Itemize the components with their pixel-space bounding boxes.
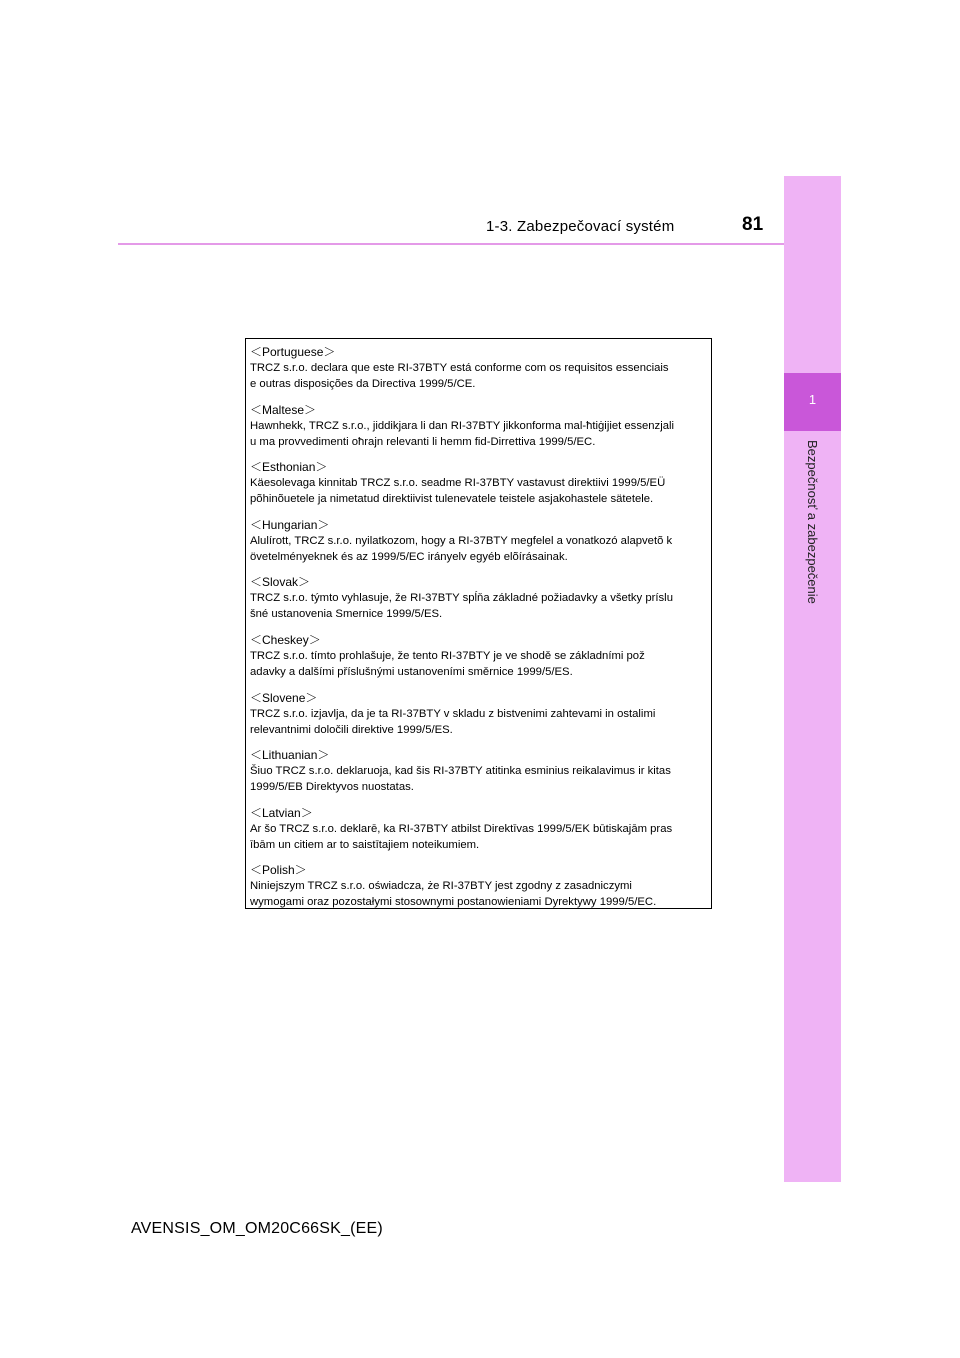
- declaration-line: šné ustanovenia Smernice 1999/5/ES.: [250, 608, 443, 621]
- section-title: 1-3. Zabezpečovací systém: [486, 218, 675, 235]
- declaration-block: [250, 344, 711, 402]
- declaration-box: [245, 338, 712, 909]
- declaration-line: Käesolevaga kinnitab TRCZ s.r.o. seadme RI-37BTY vastavust direktiivi 1999/5/EÜ: [250, 477, 666, 490]
- language-heading: ＜Slovak＞: [250, 575, 311, 590]
- declaration-line: ībām un citiem ar to saistītajiem noteikumiem.: [250, 838, 480, 851]
- declaration-block: [250, 805, 711, 863]
- declaration-line: övetelményeknek és az 1999/5/EC irányelv egyéb elõírásainak.: [250, 550, 568, 563]
- declaration-block: [250, 690, 711, 748]
- language-heading: ＜Portuguese＞: [250, 345, 336, 359]
- page-number: 81: [742, 214, 764, 235]
- declaration-line: Alulírott, TRCZ s.r.o. nyilatkozom, hogy a RI-37BTY megfelel a vonatkozó alapvetõ k: [250, 534, 673, 547]
- chapter-label: Bezpečnosť a zabezpečenie: [805, 440, 820, 604]
- declaration-line: Šiuo TRCZ s.r.o. deklaruoja, kad šis RI-37BTY atitinka esminius reikalavimus ir kitas: [250, 765, 671, 778]
- declaration-block: [250, 862, 711, 909]
- language-heading: ＜Cheskey＞: [250, 632, 321, 647]
- language-heading: ＜Lithuanian＞: [250, 748, 330, 763]
- declaration-line: Ar šo TRCZ s.r.o. deklarē, ka RI-37BTY atbilst Direktīvas 1999/5/EK būtiskajām pras: [250, 822, 673, 835]
- declaration-line: Hawnhekk, TRCZ s.r.o., jiddikjara li dan RI-37BTY jikkonforma mal-ħtiġijiet essenzjali: [250, 419, 675, 432]
- declaration-block: [250, 517, 711, 575]
- language-heading: ＜Hungarian＞: [250, 517, 330, 532]
- declaration-line: 1999/5/EB Direktyvos nuostatas.: [250, 781, 414, 794]
- declaration-line: wymogami oraz pozostałymi stosownymi postanowieniami Dyrektywy 1999/5/EC.: [250, 896, 657, 909]
- declaration-line: Niniejszym TRCZ s.r.o. oświadcza, że RI-37BTY jest zgodny z zasadniczymi: [250, 880, 632, 893]
- document-code: AVENSIS_OM_OM20C66SK_(EE): [131, 1220, 383, 1237]
- declaration-block: [250, 459, 711, 517]
- declaration-line: põhinõuetele ja nimetatud direktiivist tulenevatele teistele asjakohastele sätetele.: [250, 493, 654, 506]
- declaration-line: relevantnimi določili direktive 1999/5/ES.: [250, 723, 453, 736]
- language-heading: ＜Esthonian＞: [250, 460, 328, 475]
- declaration-line: adavky a dalšími příslušnými ustanoveními směrnice 1999/5/ES.: [250, 665, 573, 678]
- chapter-side-tab: [784, 176, 841, 1182]
- language-heading: ＜Latvian＞: [250, 805, 313, 820]
- declaration-line: e outras disposições da Directiva 1999/5/CE.: [250, 378, 476, 390]
- declaration-line: TRCZ s.r.o. declara que este RI-37BTY está conforme com os requisitos essenciais: [250, 362, 669, 374]
- declaration-block: [250, 747, 711, 805]
- declaration-line: TRCZ s.r.o. tímto prohlašuje, že tento RI-37BTY je ve shodě se základními pož: [250, 649, 645, 662]
- declaration-block: [250, 574, 711, 632]
- language-heading: ＜Slovene＞: [250, 690, 318, 705]
- declaration-block: [250, 402, 711, 460]
- chapter-number: 1: [808, 392, 817, 407]
- declaration-block: [250, 632, 711, 690]
- declaration-line: u ma provvedimenti oħrajn relevanti li hemm fid-Dirrettiva 1999/5/EC.: [250, 435, 596, 448]
- declaration-line: TRCZ s.r.o. izjavlja, da je ta RI-37BTY v skladu z bistvenimi zahtevami in ostalimi: [250, 707, 656, 720]
- declaration-line: TRCZ s.r.o. týmto vyhlasuje, že RI-37BTY spĺňa základné požiadavky a všetky príslu: [250, 592, 673, 605]
- header-divider: [118, 243, 784, 245]
- language-heading: ＜Maltese＞: [250, 402, 317, 417]
- language-heading: ＜Polish＞: [250, 863, 307, 878]
